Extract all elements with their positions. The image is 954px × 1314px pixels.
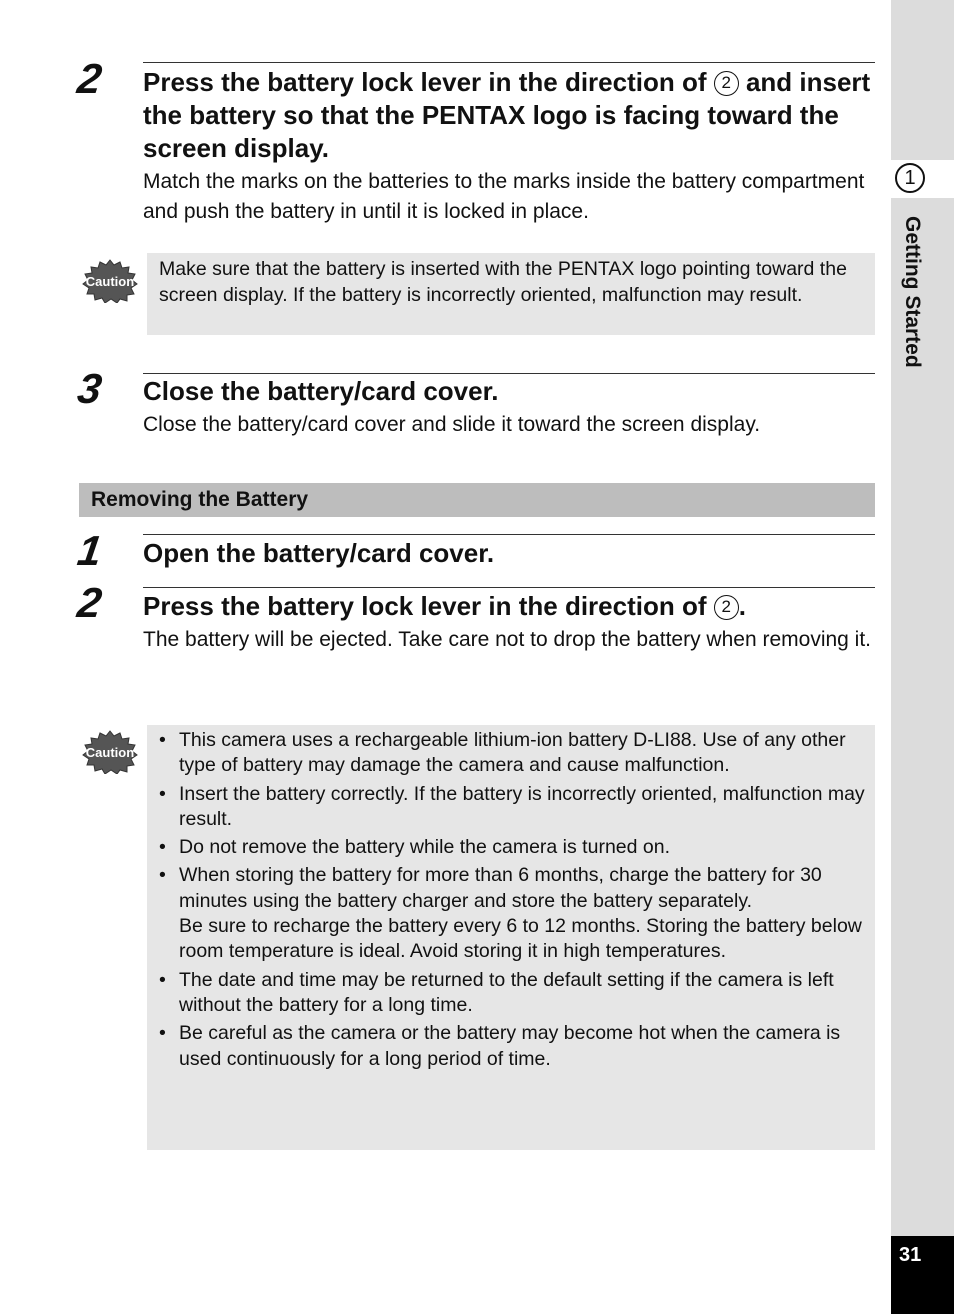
step-description: Match the marks on the batteries to the marks inside the battery compartment and push the battery in until it is locked in place. [143,170,865,223]
caution-box [147,253,875,335]
bullet-icon: • [159,968,166,991]
step-number: 1 [74,527,105,574]
section-title: Removing the Battery [91,488,309,511]
list-item: • Be careful as the camera or the battery may become hot when the camera is used continuously for a long period of time. [159,1022,841,1070]
list-item: • Do not remove the battery while the camera is turned on. [147,835,865,860]
chapter-title: Getting Started [901,216,924,368]
page-number: 31 [899,1244,922,1266]
section-heading-bar [79,483,875,517]
chapter-number: 1 [895,163,925,193]
caution-list [147,725,875,1072]
step-divider [143,62,875,63]
caution-label: Caution [85,745,135,760]
list-item: • When storing the battery for more than 6 months, charge the battery for 30 minutes using the battery charger and store the battery separately. Be sure to recharge the battery every 6 to 12 months. Storing the battery below room temperature is ideal. Avoid storing it in high temperatures. [159,864,862,963]
caution-text: Make sure that the battery is inserted with the PENTAX logo pointing toward the screen display. If the battery is incorrectly oriented, malfunction may result. [159,258,847,306]
bullet-icon: • [159,1022,166,1045]
circled-number-icon: 2 [714,71,739,96]
caution-icon [82,730,138,774]
step-title: Press the battery lock lever in the direction of 2 . [143,591,746,621]
caution-box [147,725,875,1150]
bullet-icon: • [159,836,166,859]
step-title: Open the battery/card cover. [143,538,495,568]
caution-icon [82,259,138,303]
step-divider [143,373,875,374]
bullet-icon: • [159,864,166,887]
bullet-icon: • [159,729,166,751]
caution-label: Caution [85,274,135,289]
step-description: Close the battery/card cover and slide it toward the screen display. [143,413,761,436]
bullet-icon: • [159,782,166,805]
step-number: 2 [74,55,105,102]
list-item: • The date and time may be returned to the default setting if the camera is left without the battery for a long time. [159,968,834,1016]
step-title: Close the battery/card cover. [143,376,499,406]
step-divider [143,587,875,588]
list-item: • Insert the battery correctly. If the battery is incorrectly oriented, malfunction may result. [159,782,865,830]
step-divider [143,534,875,535]
step-number: 2 [74,579,105,626]
step-description: The battery will be ejected. Take care not to drop the battery when removing it. [143,628,872,651]
circled-number-icon: 2 [714,595,739,620]
list-item: • This camera uses a rechargeable lithium-ion battery D-LI88. Use of any other type of battery may damage the camera and cause malfunction. [159,729,846,777]
step-number: 3 [74,365,105,412]
step-title: Press the battery lock lever in the direction of 2 and insert the battery so that the PENTAX logo is facing toward the screen display. [143,67,871,163]
